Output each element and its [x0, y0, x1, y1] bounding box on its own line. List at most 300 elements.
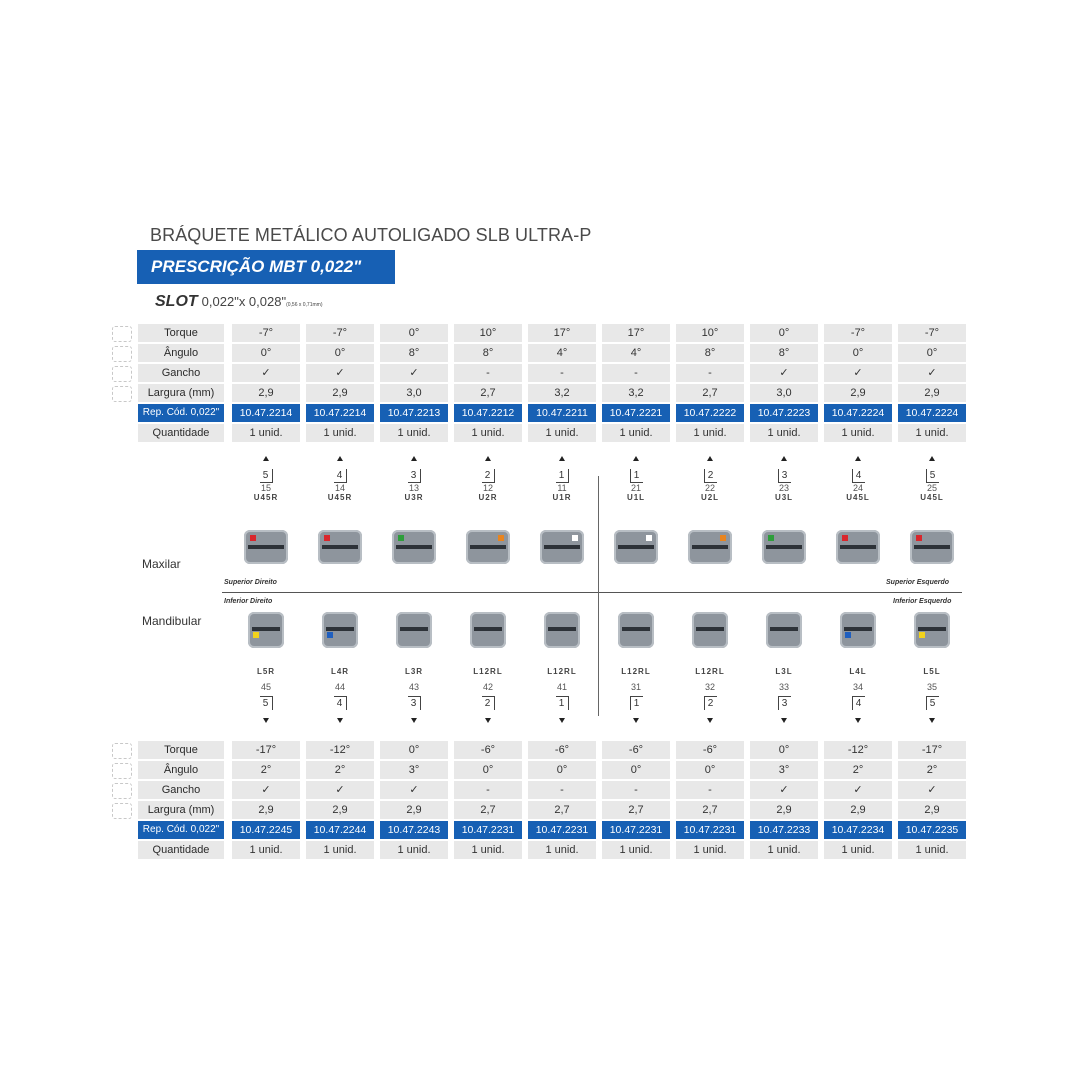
upper-gancho-cell: ✓: [824, 364, 892, 382]
tooth-number: 15: [260, 483, 271, 493]
upper-gancho-cell: -: [676, 364, 744, 382]
tooth-code: U1R: [552, 493, 572, 502]
row-label-quantidade: Quantidade: [138, 424, 224, 442]
bracket-slot: [914, 545, 950, 549]
lower-gancho-cell: ✓: [898, 781, 966, 799]
quadrant-number: 2: [704, 469, 717, 483]
upper-tooth-label: [464, 456, 512, 502]
gancho-icon: [112, 783, 132, 799]
quadrant-number: 1: [556, 469, 569, 483]
bracket-color-dot: [845, 632, 851, 638]
bracket-slot: [474, 627, 502, 631]
quadrant-number: 1: [630, 469, 643, 483]
upper-largura-cell: 3,2: [602, 384, 670, 402]
lower-gancho-cell: -: [676, 781, 744, 799]
lower-torque-cell: -6°: [528, 741, 596, 759]
arrow-down-icon: [263, 718, 269, 723]
tooth-number: 12: [482, 483, 493, 493]
quadrant-number: 3: [408, 469, 421, 483]
bracket-slot: [548, 627, 576, 631]
bracket-color-dot: [398, 535, 404, 541]
upper-largura-cell: 3,0: [750, 384, 818, 402]
arrow-up-icon: [263, 456, 269, 461]
lower-angulo-cell: 2°: [824, 761, 892, 779]
lower-tooth-label: [834, 667, 882, 723]
arch-divider-horizontal: [222, 592, 962, 593]
lower-angulo-cell: 2°: [232, 761, 300, 779]
tooth-number: 42: [482, 682, 493, 692]
upper-angulo-cell: 0°: [898, 344, 966, 362]
row-label-gancho: Gancho: [138, 364, 224, 382]
lower-tooth-label: [612, 667, 660, 723]
lower-angulo-cell: 0°: [454, 761, 522, 779]
upper-rep-cell: 10.47.2223: [750, 404, 818, 422]
upper-tooth-label: [612, 456, 660, 502]
upper-rep-cell: 10.47.2213: [380, 404, 448, 422]
quadrant-number: 1: [556, 696, 569, 710]
bracket-slot: [622, 627, 650, 631]
upper-quantidade-cell: 1 unid.: [676, 424, 744, 442]
gancho-icon: [112, 366, 132, 382]
upper-angulo-cell: 8°: [454, 344, 522, 362]
upper-gancho-cell: ✓: [898, 364, 966, 382]
lower-torque-cell: 0°: [750, 741, 818, 759]
upper-tooth-label: [834, 456, 882, 502]
lower-largura-cell: 2,9: [232, 801, 300, 819]
arrow-down-icon: [781, 718, 787, 723]
lower-angulo-cell: 0°: [676, 761, 744, 779]
upper-bracket-icon: [244, 530, 288, 564]
upper-torque-cell: 17°: [602, 324, 670, 342]
tooth-code: L3R: [404, 667, 424, 676]
lower-largura-cell: 2,9: [824, 801, 892, 819]
quadrant-number: 5: [926, 696, 939, 710]
upper-bracket-icon: [318, 530, 362, 564]
page-title: BRÁQUETE METÁLICO AUTOLIGADO SLB ULTRA-P: [150, 225, 592, 245]
tooth-code: U3R: [404, 493, 424, 502]
upper-bracket-icon: [392, 530, 436, 564]
bracket-slot: [396, 545, 432, 549]
upper-largura-cell: 2,9: [824, 384, 892, 402]
lower-angulo-cell: 2°: [898, 761, 966, 779]
upper-torque-cell: -7°: [898, 324, 966, 342]
quadrant-number: 3: [778, 469, 791, 483]
upper-quantidade-cell: 1 unid.: [306, 424, 374, 442]
arrow-up-icon: [337, 456, 343, 461]
upper-quantidade-cell: 1 unid.: [750, 424, 818, 442]
row-label-torque: Torque: [138, 324, 224, 342]
bracket-color-dot: [646, 535, 652, 541]
lower-rep-cell: 10.47.2245: [232, 821, 300, 839]
lower-bracket-icon: [766, 612, 802, 648]
quadrant-number: 3: [778, 696, 791, 710]
lower-bracket-icon: [322, 612, 358, 648]
arrow-up-icon: [707, 456, 713, 461]
tooth-code: U1L: [626, 493, 646, 502]
bracket-color-dot: [327, 632, 333, 638]
lower-largura-cell: 2,9: [306, 801, 374, 819]
upper-largura-cell: 3,0: [380, 384, 448, 402]
largura-icon: [112, 386, 132, 402]
tooth-code: L3L: [775, 667, 793, 676]
quadrant-number: 4: [334, 469, 347, 483]
tooth-number: 34: [852, 682, 863, 692]
tooth-code: L12RL: [621, 667, 651, 676]
lower-quantidade-cell: 1 unid.: [306, 841, 374, 859]
upper-largura-cell: 2,9: [898, 384, 966, 402]
arrow-up-icon: [559, 456, 565, 461]
lower-rep-cell: 10.47.2243: [380, 821, 448, 839]
bracket-slot: [918, 627, 946, 631]
row-label-rep: Rep. Cód. 0,022": [138, 821, 224, 839]
torque-icon: [112, 743, 132, 759]
angulo-icon: [112, 346, 132, 362]
angulo-icon: [112, 763, 132, 779]
lower-angulo-cell: 0°: [528, 761, 596, 779]
lower-angulo-cell: 3°: [750, 761, 818, 779]
tooth-code: L5R: [256, 667, 276, 676]
upper-torque-cell: 0°: [750, 324, 818, 342]
quadrant-number: 5: [926, 469, 939, 483]
bracket-color-dot: [572, 535, 578, 541]
lower-rep-cell: 10.47.2231: [528, 821, 596, 839]
slot-spec: [155, 293, 322, 311]
lower-quantidade-cell: 1 unid.: [232, 841, 300, 859]
prescription-banner: [137, 250, 395, 284]
lower-gancho-cell: ✓: [750, 781, 818, 799]
arrow-down-icon: [707, 718, 713, 723]
upper-bracket-icon: [614, 530, 658, 564]
arrow-down-icon: [855, 718, 861, 723]
bracket-slot: [322, 545, 358, 549]
lower-bracket-icon: [248, 612, 284, 648]
superior-direito-label: Superior Direito: [224, 579, 277, 586]
quadrant-number: 5: [260, 696, 273, 710]
bracket-slot: [252, 627, 280, 631]
upper-torque-cell: -7°: [232, 324, 300, 342]
largura-icon: [112, 803, 132, 819]
arrow-up-icon: [633, 456, 639, 461]
upper-gancho-cell: -: [454, 364, 522, 382]
upper-tooth-label: [538, 456, 586, 502]
tooth-number: 21: [630, 483, 641, 493]
inferior-direito-label: Inferior Direito: [224, 598, 273, 605]
lower-tooth-label: [316, 667, 364, 723]
upper-gancho-cell: -: [528, 364, 596, 382]
upper-bracket-icon: [762, 530, 806, 564]
lower-rep-cell: 10.47.2231: [602, 821, 670, 839]
lower-largura-cell: 2,9: [380, 801, 448, 819]
upper-rep-cell: 10.47.2224: [898, 404, 966, 422]
upper-rep-cell: 10.47.2221: [602, 404, 670, 422]
quadrant-number: 2: [482, 696, 495, 710]
slot-value: 0,022"x 0,028": [201, 294, 287, 309]
upper-rep-cell: 10.47.2214: [232, 404, 300, 422]
arrow-up-icon: [411, 456, 417, 461]
bracket-slot: [692, 545, 728, 549]
lower-tooth-label: [538, 667, 586, 723]
lower-torque-cell: -12°: [306, 741, 374, 759]
upper-bracket-icon: [910, 530, 954, 564]
upper-torque-cell: 0°: [380, 324, 448, 342]
tooth-code: U3L: [774, 493, 794, 502]
arrow-up-icon: [855, 456, 861, 461]
bracket-color-dot: [250, 535, 256, 541]
quadrant-number: 2: [704, 696, 717, 710]
upper-quantidade-cell: 1 unid.: [898, 424, 966, 442]
lower-largura-cell: 2,7: [676, 801, 744, 819]
upper-bracket-icon: [688, 530, 732, 564]
tooth-code: U2R: [478, 493, 498, 502]
upper-rep-cell: 10.47.2212: [454, 404, 522, 422]
lower-bracket-icon: [470, 612, 506, 648]
banner-text: PRESCRIÇÃO MBT 0,022": [151, 257, 362, 276]
upper-gancho-cell: ✓: [750, 364, 818, 382]
upper-rep-cell: 10.47.2224: [824, 404, 892, 422]
bracket-color-dot: [916, 535, 922, 541]
lower-quantidade-cell: 1 unid.: [898, 841, 966, 859]
tooth-number: 24: [852, 483, 863, 493]
bracket-color-dot: [253, 632, 259, 638]
quadrant-number: 1: [630, 696, 643, 710]
lower-quantidade-cell: 1 unid.: [824, 841, 892, 859]
upper-angulo-cell: 8°: [676, 344, 744, 362]
quadrant-number: 2: [482, 469, 495, 483]
lower-torque-cell: -17°: [232, 741, 300, 759]
tooth-number: 33: [778, 682, 789, 692]
tooth-number: 11: [557, 483, 567, 493]
lower-largura-cell: 2,9: [750, 801, 818, 819]
maxilar-label: Maxilar: [142, 557, 181, 571]
tooth-code: U45L: [846, 493, 870, 502]
tooth-code: U45R: [327, 493, 353, 502]
lower-bracket-icon: [396, 612, 432, 648]
tooth-number: 44: [334, 682, 345, 692]
lower-torque-cell: -6°: [676, 741, 744, 759]
upper-angulo-cell: 4°: [528, 344, 596, 362]
bracket-color-dot: [768, 535, 774, 541]
upper-tooth-label: [390, 456, 438, 502]
lower-torque-cell: -6°: [454, 741, 522, 759]
bracket-color-dot: [498, 535, 504, 541]
lower-gancho-cell: ✓: [232, 781, 300, 799]
lower-bracket-icon: [618, 612, 654, 648]
quadrant-number: 4: [852, 469, 865, 483]
lower-tooth-label: [242, 667, 290, 723]
row-label-torque: Torque: [138, 741, 224, 759]
upper-rep-cell: 10.47.2211: [528, 404, 596, 422]
tooth-number: 35: [926, 682, 937, 692]
upper-largura-cell: 2,9: [232, 384, 300, 402]
upper-tooth-label: [242, 456, 290, 502]
lower-bracket-icon: [692, 612, 728, 648]
upper-quantidade-cell: 1 unid.: [602, 424, 670, 442]
tooth-number: 45: [260, 682, 271, 692]
lower-quantidade-cell: 1 unid.: [380, 841, 448, 859]
upper-rep-cell: 10.47.2222: [676, 404, 744, 422]
bracket-color-dot: [720, 535, 726, 541]
lower-rep-cell: 10.47.2231: [676, 821, 744, 839]
bracket-slot: [766, 545, 802, 549]
bracket-slot: [248, 545, 284, 549]
upper-torque-cell: -7°: [824, 324, 892, 342]
bracket-slot: [844, 627, 872, 631]
lower-quantidade-cell: 1 unid.: [528, 841, 596, 859]
lower-largura-cell: 2,7: [528, 801, 596, 819]
upper-angulo-cell: 0°: [306, 344, 374, 362]
row-label-rep: Rep. Cód. 0,022": [138, 404, 224, 422]
lower-bracket-icon: [544, 612, 580, 648]
lower-torque-cell: -6°: [602, 741, 670, 759]
lower-tooth-label: [760, 667, 808, 723]
torque-icon: [112, 326, 132, 342]
lower-tooth-label: [686, 667, 734, 723]
lower-torque-cell: 0°: [380, 741, 448, 759]
bracket-slot: [544, 545, 580, 549]
bracket-color-dot: [919, 632, 925, 638]
lower-largura-cell: 2,9: [898, 801, 966, 819]
arrow-down-icon: [337, 718, 343, 723]
lower-angulo-cell: 0°: [602, 761, 670, 779]
midline-divider: [598, 476, 599, 716]
upper-torque-cell: -7°: [306, 324, 374, 342]
tooth-number: 22: [704, 483, 715, 493]
bracket-color-dot: [324, 535, 330, 541]
upper-quantidade-cell: 1 unid.: [380, 424, 448, 442]
tooth-code: L5L: [923, 667, 941, 676]
tooth-code: L12RL: [547, 667, 577, 676]
lower-torque-cell: -17°: [898, 741, 966, 759]
upper-quantidade-cell: 1 unid.: [232, 424, 300, 442]
lower-rep-cell: 10.47.2231: [454, 821, 522, 839]
arrow-up-icon: [485, 456, 491, 461]
tooth-code: L12RL: [473, 667, 503, 676]
lower-quantidade-cell: 1 unid.: [454, 841, 522, 859]
bracket-slot: [840, 545, 876, 549]
upper-torque-cell: 17°: [528, 324, 596, 342]
lower-gancho-cell: ✓: [824, 781, 892, 799]
tooth-number: 31: [630, 682, 641, 692]
tooth-code: L12RL: [695, 667, 725, 676]
lower-rep-cell: 10.47.2234: [824, 821, 892, 839]
bracket-color-dot: [842, 535, 848, 541]
slot-mm: (0,56 x 0,71mm): [286, 302, 323, 308]
lower-gancho-cell: -: [528, 781, 596, 799]
slot-label: SLOT: [155, 293, 198, 310]
row-label-largura: Largura (mm): [138, 801, 224, 819]
tooth-number: 23: [778, 483, 789, 493]
tooth-number: 32: [704, 682, 715, 692]
row-label-quantidade: Quantidade: [138, 841, 224, 859]
upper-angulo-cell: 4°: [602, 344, 670, 362]
lower-rep-cell: 10.47.2244: [306, 821, 374, 839]
bracket-slot: [470, 545, 506, 549]
upper-bracket-icon: [466, 530, 510, 564]
upper-gancho-cell: ✓: [306, 364, 374, 382]
lower-rep-cell: 10.47.2233: [750, 821, 818, 839]
bracket-slot: [400, 627, 428, 631]
lower-tooth-label: [390, 667, 438, 723]
upper-gancho-cell: ✓: [380, 364, 448, 382]
upper-angulo-cell: 8°: [380, 344, 448, 362]
arrow-down-icon: [559, 718, 565, 723]
tooth-code: L4L: [849, 667, 867, 676]
upper-quantidade-cell: 1 unid.: [824, 424, 892, 442]
upper-largura-cell: 2,9: [306, 384, 374, 402]
upper-torque-cell: 10°: [454, 324, 522, 342]
tooth-code: U2L: [700, 493, 720, 502]
lower-largura-cell: 2,7: [454, 801, 522, 819]
row-label-angulo: Ângulo: [138, 344, 224, 362]
lower-tooth-label: [464, 667, 512, 723]
tooth-code: U45L: [920, 493, 944, 502]
upper-torque-cell: 10°: [676, 324, 744, 342]
arrow-up-icon: [929, 456, 935, 461]
lower-torque-cell: -12°: [824, 741, 892, 759]
upper-quantidade-cell: 1 unid.: [454, 424, 522, 442]
arrow-down-icon: [411, 718, 417, 723]
lower-quantidade-cell: 1 unid.: [750, 841, 818, 859]
arrow-up-icon: [781, 456, 787, 461]
tooth-number: 13: [408, 483, 419, 493]
upper-quantidade-cell: 1 unid.: [528, 424, 596, 442]
upper-angulo-cell: 8°: [750, 344, 818, 362]
quadrant-number: 4: [334, 696, 347, 710]
bracket-slot: [618, 545, 654, 549]
lower-gancho-cell: ✓: [306, 781, 374, 799]
row-label-gancho: Gancho: [138, 781, 224, 799]
inferior-esquerdo-label: Inferior Esquerdo: [893, 598, 952, 605]
lower-tooth-label: [908, 667, 956, 723]
upper-angulo-cell: 0°: [824, 344, 892, 362]
upper-bracket-icon: [836, 530, 880, 564]
lower-angulo-cell: 2°: [306, 761, 374, 779]
row-label-largura: Largura (mm): [138, 384, 224, 402]
upper-tooth-label: [686, 456, 734, 502]
tooth-number: 25: [926, 483, 937, 493]
upper-bracket-icon: [540, 530, 584, 564]
lower-bracket-icon: [840, 612, 876, 648]
quadrant-number: 4: [852, 696, 865, 710]
arrow-down-icon: [929, 718, 935, 723]
tooth-number: 14: [334, 483, 345, 493]
upper-largura-cell: 2,7: [454, 384, 522, 402]
upper-gancho-cell: ✓: [232, 364, 300, 382]
bracket-slot: [696, 627, 724, 631]
row-label-angulo: Ângulo: [138, 761, 224, 779]
upper-largura-cell: 3,2: [528, 384, 596, 402]
tooth-number: 41: [556, 682, 567, 692]
lower-gancho-cell: -: [454, 781, 522, 799]
superior-esquerdo-label: Superior Esquerdo: [886, 579, 950, 586]
arrow-down-icon: [633, 718, 639, 723]
lower-largura-cell: 2,7: [602, 801, 670, 819]
quadrant-number: 3: [408, 696, 421, 710]
tooth-code: U45R: [253, 493, 279, 502]
quadrant-number: 5: [260, 469, 273, 483]
bracket-slot: [770, 627, 798, 631]
mandibular-label: Mandibular: [142, 614, 202, 628]
lower-quantidade-cell: 1 unid.: [676, 841, 744, 859]
lower-quantidade-cell: 1 unid.: [602, 841, 670, 859]
upper-largura-cell: 2,7: [676, 384, 744, 402]
arrow-down-icon: [485, 718, 491, 723]
upper-tooth-label: [908, 456, 956, 502]
lower-gancho-cell: -: [602, 781, 670, 799]
upper-angulo-cell: 0°: [232, 344, 300, 362]
tooth-code: L4R: [330, 667, 350, 676]
upper-gancho-cell: -: [602, 364, 670, 382]
